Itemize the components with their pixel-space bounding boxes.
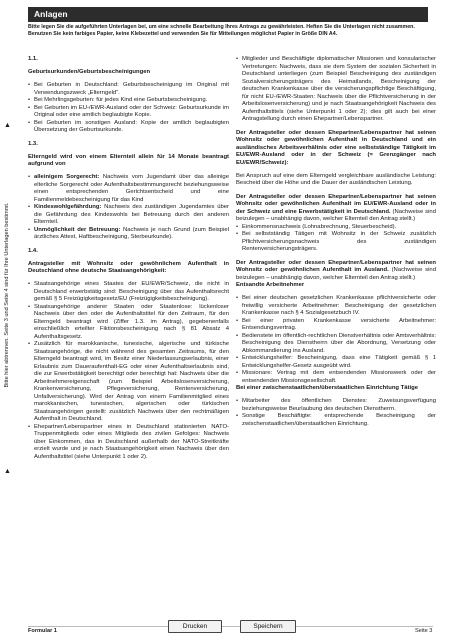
list-item: • Missionare: Vertrag mit dem entsendenden Missionswerk oder der entsendenden Missionsgesellschaft.	[236, 370, 436, 385]
section-title: Der Antragsteller oder dessen Ehepartner/Lebenspartner hat seinen Wohnsitz oder gewöhnlichen Aufenthalt im Ausland.	[236, 259, 436, 273]
list-item	[28, 174, 229, 204]
item-text: Nachweis je nach Grund (zum Beispiel ärztliches Attest, Haftbescheinigung, Sterbeurkunde).	[34, 226, 229, 240]
item-label: alleinigem Sorgerecht:	[34, 174, 100, 180]
list-item: • Mitarbeiter des öffentlichen Dienstes: Zuweisungsverfügung beziehungsweise Beurlaubung des deutschen Dienstherrn.	[236, 398, 436, 413]
page-title: Anlagen	[34, 9, 68, 19]
section-number: 1.4.	[28, 247, 38, 254]
section-text: (Nachweise sind beizulegen – unabhängig davon, welcher Elternteil den Antrag stellt.)	[236, 208, 436, 222]
list-item: • Bei selbstständig Tätigen mit Wohnsitz in der Schweiz zusätzlich Pflichtversicherungsnachweis des zuständigen Rentenversicherungsträgers.	[236, 231, 436, 254]
item-text: Nachweis vom Jugendamt über das alleinige elterliche Sorgerecht oder Aufenthaltsbestimmungsrecht beziehungsweise einen entsprechenden Gerichtsentscheid und eine Familienmeldebescheinigung für das Kind	[34, 174, 229, 203]
section-title: Elterngeld wird von einem Elternteil allein für 14 Monate beantragt aufgrund von	[28, 153, 229, 167]
section-birth-certificates	[28, 56, 229, 135]
list-item: • Zusätzlich für marokkanische, tunesische, algerische und türkische Staatsangehörige, die nicht während des gesamten Zeitraums, für den Elterngeld beantragt wird, im Besitz einer Niederlassungserlaubnis, einer Erlaubnis zum Daueraufenthalt-EG oder einer Aufenthaltserlaubnis sind, die zur Erwerbstätigkeit berechtigt oder berechtigt hat: Nachweis über die Arbeitnehmereigenschaft (zum Beispiel Arbeitslosenversicherung, Krankenversicherung, Pflegeversicherung, Rentenversicherung, Unfallversicherung). Wird der Antrag von einem Familienmitglied eines marokkanischen, tunesischen, algerischen oder türkischen Staatsangehörigen gestellt: zusätzlich Nachweis über den rechtmäßigen Aufenthalt in Deutschland.	[28, 341, 229, 424]
section-number: 1.3.	[28, 140, 38, 147]
page-number: Seite 3	[415, 628, 433, 634]
list-item: • Staatsangehörige anderer Staaten oder Staatenlose: lückenloser Nachweis über den oder die Aufenthaltstitel für den Zeitraum, für den Elterngeld beantragt wird (Ziffer 1.3. im Antrag), gegebenenfalls einschließlich erteilter Fiktionsbescheinigung nach § 81 Absatz 4 Aufenthaltsgesetz.	[28, 304, 229, 342]
section-number: 1.1.	[28, 56, 38, 62]
section-title: Antragsteller mit Wohnsitz oder gewöhnlichem Aufenthalt in Deutschland ohne deutsche Staatsangehörigkeit:	[28, 260, 229, 274]
section-title: Der Antragsteller oder dessen Ehepartner/Lebenspartner hat seinen Wohnsitz oder gewöhnlichen Aufenthalt im EU/EWR-Ausland oder in der Schweiz und eine Erwerbstätigkeit in Deutschland.	[236, 193, 436, 215]
section-abroad	[236, 260, 436, 429]
list-item: • Bei Mehrlingsgeburten: für jedes Kind eine Geburtsbescheinigung.	[28, 97, 229, 105]
list-item	[28, 204, 229, 227]
save-button[interactable]: Speichern	[240, 620, 296, 633]
section-title: Der Antragsteller oder dessen Ehepartner/Lebenspartner hat seinen Wohnsitz oder gewöhnlichen Aufenthalt in Deutschland und ein ausländisches Arbeitsverhältnis oder eine selbstständige Tätigkeit im EU/EWR-Ausland oder in der Schweiz (= Grenzgänger nach EU/EWR/Schweiz):	[236, 129, 436, 166]
list-item: • Bei Geburten im sonstigen Ausland: Kopie der amtlich beglaubigten Übersetzung der Geburtsurkunde.	[28, 120, 229, 135]
section-cross-border	[236, 130, 436, 188]
section-heading	[236, 194, 436, 224]
intro-text: Bitte legen Sie die aufgeführten Unterlagen bei, um eine schnelle Bearbeitung Ihres Antrags zu gewährleisten. Heften Sie die Unterlagen nicht zusammen. Benutzen Sie kein farbiges Papier, keine Klebezettel und verwenden Sie für Mitteilungen möglichst Papier in Größe DIN A4.	[28, 24, 415, 38]
list	[236, 295, 436, 385]
cut-instruction: Bitte hier abtrennen. Seite 3 und Seite 4 sind für Ihre Unterlagen bestimmt.	[4, 202, 10, 388]
section-abroad-work-germany	[236, 194, 436, 254]
list-item: • Staatsangehörige eines Staates der EU/EWR/Schweiz, die nicht in Deutschland erwerbstätig sind: Bescheinigung über das Aufenthaltsrecht gemäß § 5 Freizügigkeitsgesetz/EU (Freizügigkeitsbescheinigung).	[28, 281, 229, 304]
list	[236, 56, 436, 124]
list-item: • Bei Geburten im EU-/EWR-Ausland oder der Schweiz: Geburtsurkunde im Original oder eine amtlich beglaubigte Kopie.	[28, 105, 229, 120]
list-item: • Sonstige Beschäftigte: entsprechende Bescheinigung der zwischenstaatlichen/überstaatlichen Einrichtung.	[236, 413, 436, 428]
list-item: • Bei einer privaten Krankenkasse versicherte Arbeitnehmer: Entsendungsvertrag.	[236, 318, 436, 333]
arrow-up-icon: ▲	[4, 468, 11, 475]
section-single-parent	[28, 141, 229, 242]
list-item: • Bei Geburten in Deutschland: Geburtsbescheinigung im Original mit Verwendungszweck „Elterngeld“.	[28, 82, 229, 97]
right-column	[236, 56, 436, 428]
form-number: Formular 1	[28, 628, 57, 634]
list-item: • Bei einer deutschen gesetzlichen Krankenkasse pflichtversicherte oder freiwillig versicherte Arbeitnehmer: Bescheinigung der gesetzlichen Krankenkasse nach § 4 Sozialgesetzbuch IV.	[236, 295, 436, 318]
section-heading	[236, 260, 436, 283]
arrow-up-icon: ▲	[4, 122, 11, 129]
section-text: Bei Anspruch auf eine dem Elterngeld vergleichbare ausländische Leistung: Bescheid über die Höhe und die Dauer der ausländischen Leistung.	[236, 172, 436, 186]
list-item	[28, 227, 229, 242]
subsection-title: Bei einer zwischenstaatlichen/überstaatlichen Einrichtung Tätige	[236, 385, 419, 391]
subsection-title: Entsandte Arbeitnehmer	[236, 282, 305, 288]
item-text: Nachweis des zuständigen Jugendamtes über die Gefährdung des Kindeswohls bei Betreuung durch den anderen Elternteil.	[34, 204, 229, 225]
list-item: • Ehepartner/Lebenspartner eines in Deutschland stationierten NATO-Truppenmitglieds oder eines Mitglieds des zivilen Gefolges: Nachweis über Einkommen, das in Deutschland außerhalb der NATO-Streitkräfte erzielt wurde und je nach Staatsangehörigkeit einen Nachweis über den Aufenthaltstitel (siehe Unterpunkt 1 oder 2).	[28, 424, 229, 462]
list-item: • Entwicklungshelfer: Bescheinigung, dass eine Tätigkeit gemäß § 1 Entwicklungshelfer-Gesetz ausgeübt wird.	[236, 355, 436, 370]
print-button[interactable]: Drucken	[168, 620, 222, 633]
left-column	[28, 56, 229, 467]
item-label: Unmöglichkeit der Betreuung:	[34, 226, 121, 233]
list-item: • Bedienstete im öffentlich-rechtlichen Dienstverhältnis oder Amtsverhältnis: Bescheinigung des Dienstherrn über die Abordnung, Versetzung oder Abkommandierung ins Ausland.	[236, 333, 436, 356]
section-title: Geburtsurkunden/Geburtsbescheinigungen	[28, 69, 151, 75]
list	[28, 82, 229, 135]
header-bar	[28, 7, 428, 22]
list-item: • Mitglieder und Beschäftigte diplomatischer Missionen und konsularischer Vertretungen: Nachweis, dass sie dem System der sozialen Sicherheit in Deutschland unterliegen (zum Beispiel Bescheinigung des zuständigen Sozialversicherungsträgers des Heimatlands, Bescheinigung der deutschen Krankenkasse über die versicherungspflichtige Beschäftigung, für nicht EU-/EWR-Staaten: Nachweis über die Pflichtversicherung in der Arbeitslosenversicherung) und je nach Staatsangehörigkeit Nachweis des Aufenthaltstitels (siehe Unterpunkt 1 oder 2); dies gilt auch bei einer Antragstellung durch einen Ehepartner/Lebenspartner.	[236, 56, 436, 124]
list	[236, 224, 436, 254]
footer-divider	[28, 626, 433, 627]
list	[28, 174, 229, 242]
item-label: Kindeswohlgefährdung:	[34, 204, 102, 210]
list-item: • Einkommensnachweis (Lohnabrechnung, Steuerbescheid).	[236, 224, 436, 232]
list	[236, 398, 436, 428]
section-foreign-nationals	[28, 248, 229, 462]
list	[28, 281, 229, 461]
section-text: (Nachweise sind beizulegen – unabhängig davon, welcher Elternteil den Antrag stellt.)	[236, 267, 436, 281]
